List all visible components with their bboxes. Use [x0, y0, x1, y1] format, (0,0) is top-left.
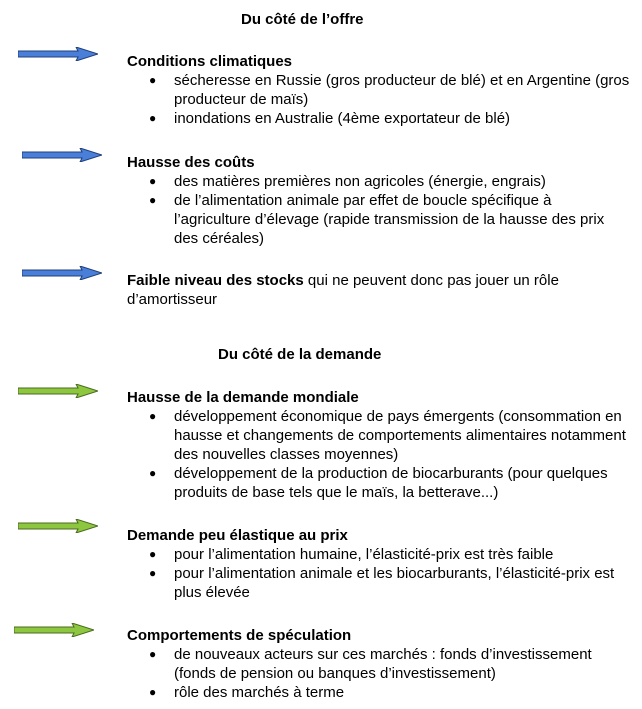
bullet-list: [127, 645, 632, 702]
cause-block-speculation: [127, 626, 632, 702]
bullet-icon: ●: [149, 193, 157, 207]
list-item: ● pour l’alimentation humaine, l’élasticité-prix est très faible: [149, 546, 554, 563]
bullet-icon: ●: [149, 685, 157, 699]
bullet-list: [127, 71, 632, 128]
list-item: ● développement économique de pays émergents (consommation en hausse et changements de comportements alimentaires notamment des nouvelles classes moyennes): [149, 408, 626, 463]
list-item: ● pour l’alimentation animale et les biocarburants, l’élasticité-prix est plus élevée: [149, 565, 615, 601]
block-title: Demande peu élastique au prix: [127, 527, 348, 544]
arrow-right-icon: [22, 266, 102, 280]
list-item: ● inondations en Australie (4ème exportateur de blé): [149, 110, 511, 127]
list-item: ● sécheresse en Russie (gros producteur de blé) et en Argentine (gros producteur de maïs): [149, 72, 630, 108]
arrow-right-icon: [22, 148, 102, 162]
bullet-icon: ●: [149, 73, 157, 87]
block-title: Hausse des coûts: [127, 154, 255, 171]
block-title: Comportements de spéculation: [127, 627, 352, 644]
arrow-right-icon: [18, 519, 98, 533]
bullet-icon: ●: [149, 647, 157, 661]
bullet-icon: ●: [149, 111, 157, 125]
cause-block-costs: [127, 153, 632, 248]
list-item: ● de l’alimentation animale par effet de boucle spécifique à l’agriculture d’élevage (rapide transmission de la hausse des prix des céréales): [149, 192, 605, 247]
cause-block-world-demand: [127, 388, 632, 502]
bullet-icon: ●: [149, 466, 157, 480]
bullet-list: [127, 407, 632, 502]
arrow-right-icon: [14, 623, 94, 637]
cause-block-climate: [127, 52, 632, 128]
list-item: ● développement de la production de biocarburants (pour quelques produits de base tels que le maïs, la betterave...): [149, 465, 608, 501]
block-title: Hausse de la demande mondiale: [127, 389, 359, 406]
arrow-right-icon: [18, 47, 98, 61]
bullet-list: [127, 545, 632, 602]
block-title: Faible niveau des stocks: [127, 272, 304, 289]
bullet-icon: ●: [149, 566, 157, 580]
cause-block-stocks: [127, 271, 632, 309]
section-title-supply: Du côté de l’offre: [241, 11, 364, 28]
block-title: Conditions climatiques: [127, 53, 293, 70]
bullet-list: [127, 172, 632, 248]
arrow-right-icon: [18, 384, 98, 398]
list-item: ● de nouveaux acteurs sur ces marchés : fonds d’investissement (fonds de pension ou banques d’investissement): [149, 646, 592, 682]
block-text: qui ne peuvent donc pas jouer un rôle d’amortisseur: [127, 272, 559, 308]
cause-block-inelastic-demand: [127, 526, 632, 602]
bullet-icon: ●: [149, 547, 157, 561]
bullet-icon: ●: [149, 409, 157, 423]
list-item: ● rôle des marchés à terme: [149, 684, 345, 701]
list-item: ● des matières premières non agricoles (énergie, engrais): [149, 173, 546, 190]
bullet-icon: ●: [149, 174, 157, 188]
section-title-demand: Du côté de la demande: [218, 346, 382, 363]
